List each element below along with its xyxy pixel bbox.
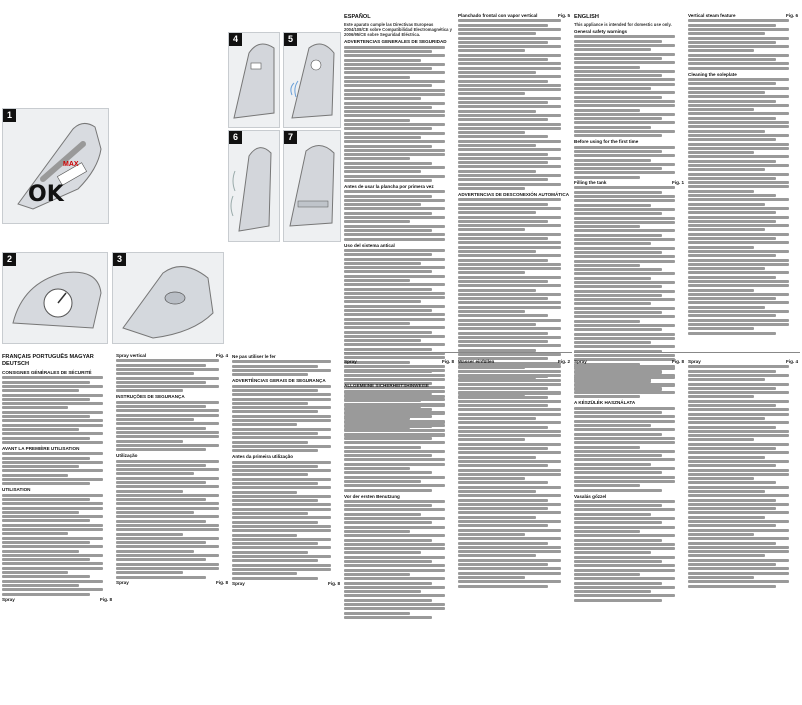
- section-heading: ALLGEMEINE SICHERHEITSHINWEISE: [344, 383, 429, 389]
- section-title: ESPAÑOL: [344, 14, 371, 20]
- figure-number: 2: [3, 253, 16, 266]
- vertical-steam-illustration: [229, 131, 279, 241]
- section-heading: Vor der ersten Benutzung: [344, 493, 400, 499]
- divider: [574, 352, 800, 353]
- fig-ref: Fig. 8: [328, 580, 340, 586]
- figure-number: 4: [229, 33, 242, 46]
- section-heading: General safety warnings: [574, 29, 628, 35]
- section-heading: Wasser einfüllen: [458, 359, 495, 364]
- section-heading: A KÉSZÜLÉK HASZNÁLATA: [574, 400, 636, 406]
- spray-label: Spray: [574, 359, 587, 364]
- column-es-2: [458, 12, 570, 405]
- column-en-2: [688, 12, 798, 336]
- figure-7: [283, 130, 341, 242]
- section-title: Ne pas utiliser le fer: [232, 354, 276, 359]
- spray-label: Spray: [344, 359, 357, 364]
- column-hu: [574, 358, 684, 603]
- section-heading: CONSIGNES GÉNÉRALES DE SÉCURITÉ: [2, 370, 92, 375]
- section-heading: Uso del sistema antical: [344, 242, 395, 248]
- section-title: ENGLISH: [574, 14, 599, 20]
- column-en: [574, 12, 684, 393]
- section-title: Planchado frontal con vapor vertical: [458, 13, 538, 18]
- fig-ref: Fig. 4: [786, 359, 798, 364]
- column-fr-2: [232, 352, 340, 586]
- divider: [344, 352, 572, 353]
- fig-ref: Fig. 8: [442, 359, 454, 364]
- column-hu-2: [688, 358, 798, 589]
- fig-ref: Fig. 8: [672, 359, 684, 364]
- intro-text: Este aparato cumple las Directivas Europeas 2004/108/CE sobre Compatibilidad Electromagnética y 2006/95/CE sobre Seguridad Eléctrica.: [344, 22, 452, 38]
- section-title: Spray vertical: [116, 353, 147, 358]
- section-heading: ADVERTÊNCIAS GERAIS DE SEGURANÇA: [232, 378, 326, 384]
- section-heading: ADVERTENCIAS GENERALES DE SEGURIDAD: [344, 39, 447, 45]
- section-heading: Antes de usar la plancha por primera vez: [344, 183, 434, 189]
- section-title: Vertical steam feature: [688, 13, 736, 18]
- figure-number: 3: [113, 253, 126, 266]
- fig-ref: Fig. 4: [216, 353, 228, 358]
- figure-6: [228, 130, 280, 242]
- column-de: [344, 358, 454, 620]
- fig-ref: Fig. 2: [558, 359, 570, 364]
- soleplate-cleaning-illustration: [284, 131, 340, 241]
- figure-5: [283, 32, 341, 128]
- figure-4: [228, 32, 280, 128]
- figure-2: [2, 252, 108, 344]
- figure-number: 5: [284, 33, 297, 46]
- section-heading: Utilização: [116, 453, 138, 459]
- section-heading: Vasalás gőzzel: [574, 493, 607, 499]
- fig-ref: Fig. 5: [558, 13, 570, 18]
- iron-handle-illustration: [113, 253, 223, 343]
- column-pt: [116, 352, 228, 585]
- section-heading: Cleaning the soleplate: [688, 71, 737, 77]
- section-heading: Filling the tank: [574, 180, 607, 186]
- figure-number: 6: [229, 131, 242, 144]
- section-heading: Before using for the first time: [574, 139, 639, 145]
- max-label: MAX: [63, 161, 79, 168]
- fig-ref: Fig. 8: [216, 579, 228, 585]
- spray-label: Spray: [688, 359, 701, 364]
- spray-label: Spray: [232, 580, 245, 586]
- spray-label: Spray: [116, 579, 129, 585]
- intro-text: This appliance is intended for domestic use only.: [574, 22, 672, 27]
- section-heading: INSTRUÇÕES DE SEGURANÇA: [116, 394, 185, 400]
- section-heading: Antes da primeira utilização: [232, 454, 294, 460]
- spray-label: Spray: [2, 596, 15, 602]
- section-heading: UTILISATION: [2, 487, 31, 493]
- ok-mark: OK: [28, 182, 64, 207]
- figure-number: 7: [284, 131, 297, 144]
- section-heading: AVANT LA PREMIÈRE UTILISATION: [2, 445, 80, 451]
- figure-3: [112, 252, 224, 344]
- fig-ref: Fig. 8: [100, 596, 112, 602]
- section-heading: ADVERTENCIAS DE DESCONEXIÓN AUTOMÁTICA: [458, 191, 570, 197]
- column-fr: [2, 352, 112, 602]
- section-title: FRANÇAIS PORTUGUÊS MAGYAR DEUTSCH: [2, 354, 94, 367]
- figure-number: 1: [3, 109, 16, 122]
- fig-ref: Fig. 1: [672, 180, 684, 186]
- steam-button-illustration: [229, 33, 279, 127]
- fig-ref: Fig. 6: [786, 13, 798, 18]
- spray-button-illustration: [284, 33, 340, 127]
- column-de-2: [458, 358, 570, 589]
- iron-dial-illustration: [3, 253, 107, 343]
